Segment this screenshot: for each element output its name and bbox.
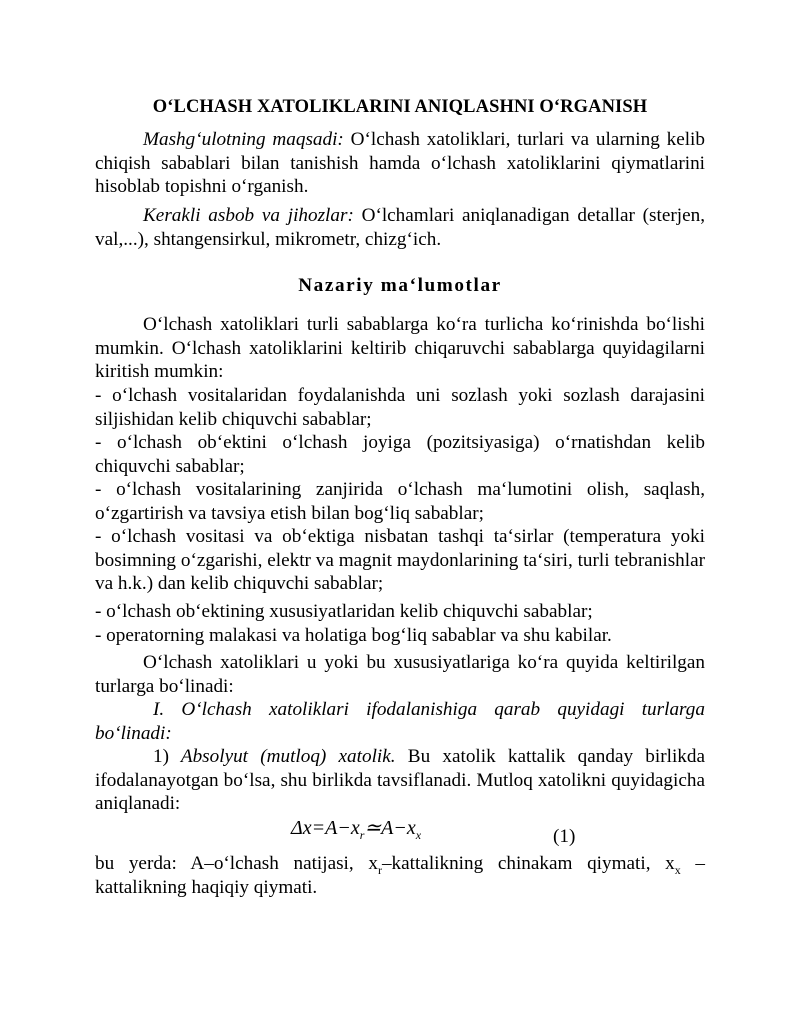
page-title: O‘LCHASH XATOLIKLARINI ANIQLASHNI O‘RGANISH xyxy=(152,97,648,117)
absolute-text: Bu xatolik kattalik qanday birlikda ifodalanayotgan bo‘lsa, shu birlikda tavsiflanadi. Mutloq xatolikni quyidagicha aniqlanadi: xyxy=(95,746,705,814)
purpose-paragraph xyxy=(95,128,705,199)
equipment-paragraph xyxy=(95,204,705,251)
equipment-text: O‘lchamlari aniqlanadigan detallar (sterjen, val,...), shtangensirkul, mikrometr, chizg‘ich. xyxy=(95,205,705,250)
equation-number: (1) xyxy=(553,826,576,847)
classification-text: O‘lchash xatoliklari ifodalanishiga qarab quyidagi turlarga bo‘linadi: xyxy=(95,699,705,744)
absolute-number: 1) xyxy=(153,746,169,767)
intro-paragraph: O‘lchash xatoliklari turli sabablarga ko‘ra turlicha ko‘rinishda bo‘lishi mumkin. O‘lchash xatoliklarini keltirib chiqaruvchi sabablarga quyidagilarni kiritish mumkin: xyxy=(95,314,705,382)
formula-sub-r: r xyxy=(359,828,365,842)
cause-item: - o‘lchash vositalarining zanjirida o‘lchash ma‘lumotini olish, saqlash, o‘zgartirish va tavsiya etish bilan bog‘liq sabablar; xyxy=(95,479,705,524)
absolute-error-formula xyxy=(291,817,421,841)
cause-item: - o‘lchash vositalaridan foydalanishda uni sozlash yoki sozlash darajasini siljishidan kelib chiquvchi sabablar; xyxy=(95,385,705,430)
where-text-1: bu yerda: A–o‘lchash natijasi, x xyxy=(95,853,378,874)
cause-item: - operatorning malakasi va holatiga bog‘liq sabablar va shu kabilar. xyxy=(95,625,612,646)
where-text-3: – kattalikning haqiqiy qiymati. xyxy=(95,853,705,898)
cause-item: - o‘lchash ob‘ektining xususiyatlaridan kelib chiquvchi sabablar; xyxy=(95,601,593,622)
absolute-error-paragraph xyxy=(95,745,705,816)
where-paragraph xyxy=(95,852,705,899)
purpose-label: Mashg‘ulotning maqsadi: xyxy=(143,129,344,150)
formula-mid: ≃A−x xyxy=(364,817,416,839)
purpose-text: O‘lchash xatoliklari, turlari va ularning kelib chiqish sabablari bilan tanishish hamda o‘lchash xatoliklarini qiymatlarini hisoblab topishni o‘rganish. xyxy=(95,129,705,197)
cause-item: - o‘lchash vositasi va ob‘ektiga nisbatan tashqi ta‘sirlar (temperatura yoki bosimning o‘zgarishi, elektr va magnit maydonlarining ta‘siri, turli tebranishlar va h.k.) dan kelib chiquvchi sabablar; xyxy=(95,526,705,594)
where-text-2: –kattalikning chinakam qiymati, x xyxy=(381,853,675,874)
classification-one xyxy=(95,698,705,745)
where-sub-r: r xyxy=(377,862,382,877)
classification-intro: O‘lchash xatoliklari u yoki bu xususiyatlariga ko‘ra quyida keltirilgan turlarga bo‘linadi: xyxy=(95,652,705,697)
formula-lhs: Δx=A−x xyxy=(291,817,360,839)
formula-sub-x: x xyxy=(415,828,422,842)
absolute-label: Absolyut (mutloq) xatolik. xyxy=(168,746,396,767)
where-sub-x: x xyxy=(674,862,681,877)
section-heading: Nazariy ma‘lumotlar xyxy=(298,275,502,296)
classification-number: I. xyxy=(153,699,165,720)
cause-item: - o‘lchash ob‘ektini o‘lchash joyiga (pozitsiyasiga) o‘rnatishdan kelib chiquvchi sabablar; xyxy=(95,432,705,477)
equipment-label: Kerakli asbob va jihozlar: xyxy=(143,205,354,226)
